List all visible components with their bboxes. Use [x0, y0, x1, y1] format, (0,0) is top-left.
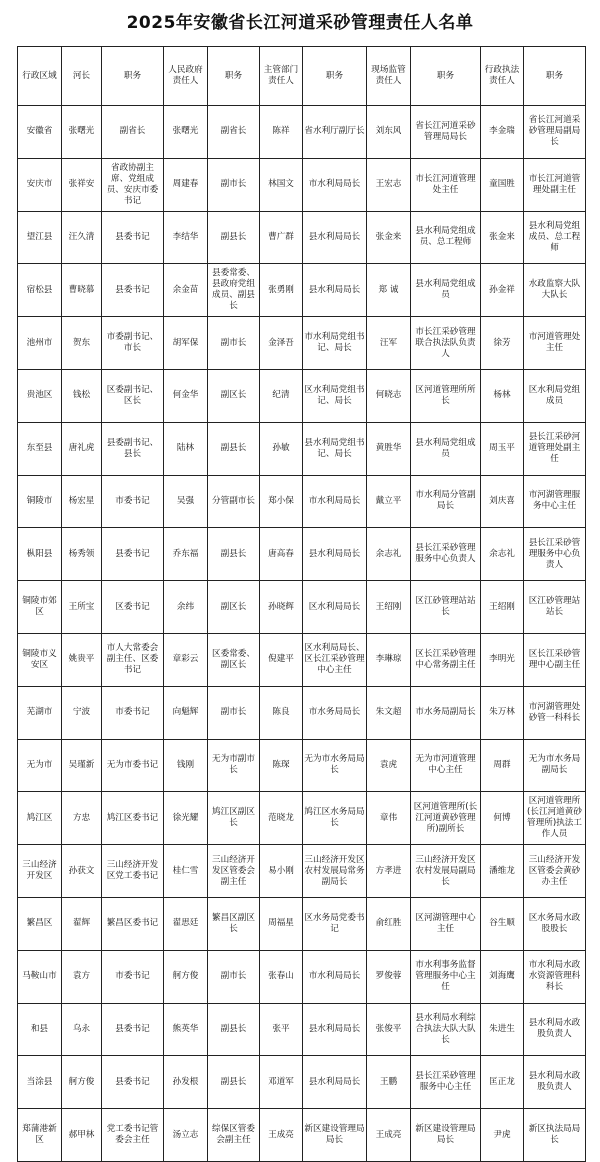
table-cell: 副省长	[208, 106, 260, 159]
table-cell: 徐芳	[481, 317, 524, 370]
table-cell: 鸠江区水务局局长	[303, 792, 367, 845]
table-row	[18, 792, 586, 845]
table-cell: 郝甲林	[62, 1109, 102, 1162]
table-cell: 和县	[18, 1003, 62, 1056]
column-header: 职务	[411, 47, 481, 106]
table-cell: 范晓龙	[260, 792, 303, 845]
table-cell: 张祥安	[62, 158, 102, 211]
table-cell: 县水利局党组成员	[411, 264, 481, 317]
table-cell: 潘维龙	[481, 845, 524, 898]
table-cell: 池州市	[18, 317, 62, 370]
table-cell: 副县长	[208, 422, 260, 475]
table-row	[18, 317, 586, 370]
table-cell: 分管副市长	[208, 475, 260, 528]
table-row	[18, 475, 586, 528]
table-cell: 三山经济开发区管委会黄砂办主任	[524, 845, 586, 898]
table-cell: 当涂县	[18, 1056, 62, 1109]
table-cell: 安庆市	[18, 158, 62, 211]
table-cell: 新区执法局局长	[524, 1109, 586, 1162]
table-cell: 县长江采砂管理服务中心负责人	[524, 528, 586, 581]
table-cell: 姚贵平	[62, 633, 102, 686]
table-cell: 三山经济开发区农村发展局副局长	[411, 845, 481, 898]
table-cell: 俞红胜	[367, 897, 411, 950]
table-cell: 曹晓慕	[62, 264, 102, 317]
table-row	[18, 369, 586, 422]
table-cell: 市水务局局长	[303, 686, 367, 739]
column-header: 人民政府责任人	[164, 47, 208, 106]
table-row	[18, 897, 586, 950]
table-cell: 戴立平	[367, 475, 411, 528]
table-cell: 繁昌区	[18, 897, 62, 950]
table-cell: 县委书记	[102, 1056, 164, 1109]
table-cell: 县水利局局长	[303, 211, 367, 264]
table-cell: 县长江采砂河道管理处副主任	[524, 422, 586, 475]
table-cell: 徐光耀	[164, 792, 208, 845]
table-cell: 县长江采砂管理服务中心负责人	[411, 528, 481, 581]
column-header: 职务	[524, 47, 586, 106]
table-cell: 汤立志	[164, 1109, 208, 1162]
table-cell: 王所宝	[62, 581, 102, 634]
table-cell: 副区长	[208, 369, 260, 422]
document-title: 2025年安徽省长江河道采砂管理责任人名单	[126, 13, 474, 33]
table-cell: 钱刚	[164, 739, 208, 792]
table-cell: 熊英华	[164, 1003, 208, 1056]
table-cell: 市水利局水政水资源管理科科长	[524, 950, 586, 1003]
table-cell: 余志礼	[481, 528, 524, 581]
table-cell: 孙晓辉	[260, 581, 303, 634]
table-cell: 刘东风	[367, 106, 411, 159]
table-cell: 金泽吾	[260, 317, 303, 370]
table-cell: 邓道军	[260, 1056, 303, 1109]
table-cell: 区河湖管理中心主任	[411, 897, 481, 950]
table-cell: 匡正龙	[481, 1056, 524, 1109]
table-cell: 何金华	[164, 369, 208, 422]
column-header: 职务	[102, 47, 164, 106]
table-cell: 方忠	[62, 792, 102, 845]
table-cell: 王绍刚	[481, 581, 524, 634]
table-cell: 区委常委、副区长	[208, 633, 260, 686]
table-cell: 孙获文	[62, 845, 102, 898]
table-row	[18, 1056, 586, 1109]
table-cell: 吴强	[164, 475, 208, 528]
table-cell: 向魁辉	[164, 686, 208, 739]
table-cell: 吴瑾新	[62, 739, 102, 792]
table-cell: 省长江河道采砂管理局副局长	[524, 106, 586, 159]
table-cell: 区委副书记、区长	[102, 369, 164, 422]
table-cell: 县水利局水利综合执法大队大队长	[411, 1003, 481, 1056]
table-cell: 芜湖市	[18, 686, 62, 739]
table-cell: 无为市	[18, 739, 62, 792]
table-cell: 县水利局党组成员、总工程师	[411, 211, 481, 264]
table-cell: 郑 诚	[367, 264, 411, 317]
table-cell: 唐高春	[260, 528, 303, 581]
table-cell: 朱进生	[481, 1003, 524, 1056]
table-cell: 陈琛	[260, 739, 303, 792]
table-cell: 周玉平	[481, 422, 524, 475]
table-cell: 尹虎	[481, 1109, 524, 1162]
table-cell: 新区建设管理局局长	[411, 1109, 481, 1162]
table-cell: 张俊平	[367, 1003, 411, 1056]
table-cell: 县水利局水政股负责人	[524, 1056, 586, 1109]
table-cell: 杨林	[481, 369, 524, 422]
table-cell: 汪久清	[62, 211, 102, 264]
table-cell: 市长江河道管理处主任	[411, 158, 481, 211]
table-cell: 乌永	[62, 1003, 102, 1056]
table-cell: 市委书记	[102, 950, 164, 1003]
table-cell: 周建春	[164, 158, 208, 211]
table-row	[18, 845, 586, 898]
table-cell: 市河湖管理处砂管一科科长	[524, 686, 586, 739]
table-cell: 县水利局党组成员	[411, 422, 481, 475]
table-cell: 陈良	[260, 686, 303, 739]
table-cell: 孙敏	[260, 422, 303, 475]
table-cell: 副市长	[208, 317, 260, 370]
table-cell: 市委书记	[102, 686, 164, 739]
table-cell: 党工委书记管委会主任	[102, 1109, 164, 1162]
table-cell: 罗俊蓉	[367, 950, 411, 1003]
table-cell: 三山经济开发区农村发展局常务副局长	[303, 845, 367, 898]
table-cell: 县水利局局长	[303, 528, 367, 581]
table-cell: 陆林	[164, 422, 208, 475]
table-cell: 曹广群	[260, 211, 303, 264]
table-cell: 副省长	[102, 106, 164, 159]
table-cell: 孙金祥	[481, 264, 524, 317]
table-row	[18, 158, 586, 211]
table-cell: 贵池区	[18, 369, 62, 422]
table-row	[18, 264, 586, 317]
table-row	[18, 211, 586, 264]
table-cell: 省水利厅副厅长	[303, 106, 367, 159]
table-cell: 刘海鹰	[481, 950, 524, 1003]
column-header: 职务	[208, 47, 260, 106]
table-cell: 章彩云	[164, 633, 208, 686]
table-cell: 黄胜华	[367, 422, 411, 475]
table-cell: 朱文超	[367, 686, 411, 739]
table-row	[18, 422, 586, 475]
table-row	[18, 739, 586, 792]
table-cell: 刘庆喜	[481, 475, 524, 528]
table-cell: 市水利局党组书记、局长	[303, 317, 367, 370]
table-cell: 章伟	[367, 792, 411, 845]
table-cell: 副县长	[208, 528, 260, 581]
table-cell: 乔东福	[164, 528, 208, 581]
table-cell: 新区建设管理局局长	[303, 1109, 367, 1162]
table-cell: 唐礼虎	[62, 422, 102, 475]
table-cell: 繁昌区委书记	[102, 897, 164, 950]
table-cell: 何晓志	[367, 369, 411, 422]
table-cell: 区水利局局长	[303, 581, 367, 634]
table-cell: 铜陵市郊区	[18, 581, 62, 634]
table-cell: 张金来	[481, 211, 524, 264]
table-cell: 王成亮	[367, 1109, 411, 1162]
table-cell: 县水利局水政股负责人	[524, 1003, 586, 1056]
table-cell: 袁虎	[367, 739, 411, 792]
table-cell: 王绍刚	[367, 581, 411, 634]
table-cell: 马鞍山市	[18, 950, 62, 1003]
table-cell: 县委常委、县政府党组成员、副县长	[208, 264, 260, 317]
table-cell: 翟思廷	[164, 897, 208, 950]
table-cell: 市水利局局长	[303, 158, 367, 211]
table-cell: 林国文	[260, 158, 303, 211]
table-cell: 李金瑞	[481, 106, 524, 159]
table-cell: 望江县	[18, 211, 62, 264]
table-cell: 胡军保	[164, 317, 208, 370]
table-cell: 鸠江区委书记	[102, 792, 164, 845]
table-cell: 李结华	[164, 211, 208, 264]
table-cell: 区江砂管理站站长	[524, 581, 586, 634]
table-cell: 区长江采砂管理中心副主任	[524, 633, 586, 686]
responsibility-table	[17, 46, 586, 1162]
table-cell: 区河道管理所(长江河道黄砂管理所)执法工作人员	[524, 792, 586, 845]
table-cell: 区委书记	[102, 581, 164, 634]
column-header: 行政区域	[18, 47, 62, 106]
table-cell: 张春山	[260, 950, 303, 1003]
table-cell: 区水务局党委书记	[303, 897, 367, 950]
table-cell: 桂仁雪	[164, 845, 208, 898]
table-cell: 余纬	[164, 581, 208, 634]
table-cell: 宁波	[62, 686, 102, 739]
table-cell: 副市长	[208, 158, 260, 211]
column-header: 职务	[303, 47, 367, 106]
column-header: 主管部门责任人	[260, 47, 303, 106]
table-cell: 县水利局党组书记、局长	[303, 422, 367, 475]
table-cell: 三山经济开发区管委会副主任	[208, 845, 260, 898]
table-cell: 县水利局局长	[303, 264, 367, 317]
table-cell: 方孝进	[367, 845, 411, 898]
table-row	[18, 686, 586, 739]
column-header: 现场监管责任人	[367, 47, 411, 106]
table-row	[18, 633, 586, 686]
table-row	[18, 1109, 586, 1162]
table-cell: 舸方俊	[62, 1056, 102, 1109]
table-row	[18, 581, 586, 634]
table-cell: 张平	[260, 1003, 303, 1056]
table-cell: 周群	[481, 739, 524, 792]
table-cell: 无为市河道管理中心主任	[411, 739, 481, 792]
table-cell: 区水利局党组成员	[524, 369, 586, 422]
table-cell: 鸠江区副区长	[208, 792, 260, 845]
table-cell: 三山经济开发区党工委书记	[102, 845, 164, 898]
table-cell: 陈祥	[260, 106, 303, 159]
table-cell: 汪军	[367, 317, 411, 370]
table-cell: 郑小保	[260, 475, 303, 528]
table-cell: 枞阳县	[18, 528, 62, 581]
table-cell: 市河道管理处主任	[524, 317, 586, 370]
table-cell: 副县长	[208, 1056, 260, 1109]
table-cell: 何博	[481, 792, 524, 845]
table-cell: 谷生顺	[481, 897, 524, 950]
table-cell: 张曙光	[62, 106, 102, 159]
table-cell: 县水利局党组成员、总工程师	[524, 211, 586, 264]
table-row	[18, 528, 586, 581]
table-cell: 铜陵市义安区	[18, 633, 62, 686]
table-cell: 区水利局局长、区长江采砂管理中心主任	[303, 633, 367, 686]
table-header-row	[18, 47, 586, 106]
table-cell: 张勇刚	[260, 264, 303, 317]
table-cell: 三山经济开发区	[18, 845, 62, 898]
table-cell: 市水务局副局长	[411, 686, 481, 739]
table-cell: 李明光	[481, 633, 524, 686]
table-cell: 县委书记	[102, 1003, 164, 1056]
table-cell: 区水务局水政股股长	[524, 897, 586, 950]
table-cell: 综保区管委会副主任	[208, 1109, 260, 1162]
table-cell: 舸方俊	[164, 950, 208, 1003]
table-cell: 省长江河道采砂管理局局长	[411, 106, 481, 159]
table-cell: 童国胜	[481, 158, 524, 211]
table-cell: 无为市水务局局长	[303, 739, 367, 792]
table-cell: 县委副书记、县长	[102, 422, 164, 475]
table-cell: 安徽省	[18, 106, 62, 159]
table-cell: 市水利局分管副局长	[411, 475, 481, 528]
table-cell: 县委书记	[102, 211, 164, 264]
table-row	[18, 106, 586, 159]
table-cell: 副市长	[208, 950, 260, 1003]
table-cell: 市委副书记、市长	[102, 317, 164, 370]
table-cell: 县委书记	[102, 264, 164, 317]
table-cell: 宿松县	[18, 264, 62, 317]
table-cell: 张金来	[367, 211, 411, 264]
table-cell: 市委书记	[102, 475, 164, 528]
table-cell: 市长江河道管理处副主任	[524, 158, 586, 211]
table-cell: 张曙光	[164, 106, 208, 159]
table-cell: 鸠江区	[18, 792, 62, 845]
table-cell: 无为市水务局副局长	[524, 739, 586, 792]
table-cell: 市水利局局长	[303, 950, 367, 1003]
table-cell: 杨秀领	[62, 528, 102, 581]
table-cell: 副县长	[208, 1003, 260, 1056]
table-cell: 副区长	[208, 581, 260, 634]
table-cell: 市水利局局长	[303, 475, 367, 528]
table-cell: 王成亮	[260, 1109, 303, 1162]
table-cell: 区河道管理所(长江河道黄砂管理所)副所长	[411, 792, 481, 845]
table-cell: 贺东	[62, 317, 102, 370]
table-cell: 区江砂管理站站长	[411, 581, 481, 634]
table-cell: 铜陵市	[18, 475, 62, 528]
table-cell: 区长江采砂管理中心常务副主任	[411, 633, 481, 686]
table-cell: 孙发根	[164, 1056, 208, 1109]
table-cell: 水政监察大队大队长	[524, 264, 586, 317]
table-cell: 副市长	[208, 686, 260, 739]
column-header: 行政执法责任人	[481, 47, 524, 106]
table-cell: 纪清	[260, 369, 303, 422]
table-cell: 易小刚	[260, 845, 303, 898]
table-body	[18, 106, 586, 1162]
table-cell: 市水利事务监督管理服务中心主任	[411, 950, 481, 1003]
table-cell: 李琳琼	[367, 633, 411, 686]
table-cell: 朱万林	[481, 686, 524, 739]
table-cell: 王鹏	[367, 1056, 411, 1109]
table-cell: 省政协副主席、党组成员、安庆市委书记	[102, 158, 164, 211]
table-cell: 郑蒲港新区	[18, 1109, 62, 1162]
table-cell: 区水利局党组书记、局长	[303, 369, 367, 422]
table-cell: 无为市委书记	[102, 739, 164, 792]
table-cell: 翟辉	[62, 897, 102, 950]
table-cell: 袁方	[62, 950, 102, 1003]
table-cell: 余金苗	[164, 264, 208, 317]
column-header: 河长	[62, 47, 102, 106]
table-cell: 市河湖管理服务中心主任	[524, 475, 586, 528]
table-cell: 区河道管理所所长	[411, 369, 481, 422]
table-cell: 繁昌区副区长	[208, 897, 260, 950]
table-cell: 无为市副市长	[208, 739, 260, 792]
table-cell: 余志礼	[367, 528, 411, 581]
table-cell: 副县长	[208, 211, 260, 264]
table-cell: 县水利局局长	[303, 1003, 367, 1056]
table-row	[18, 1003, 586, 1056]
table-cell: 市长江采砂管理联合执法队负责人	[411, 317, 481, 370]
table-cell: 倪建平	[260, 633, 303, 686]
table-cell: 周福星	[260, 897, 303, 950]
table-cell: 县委书记	[102, 528, 164, 581]
table-cell: 钱松	[62, 369, 102, 422]
table-cell: 县水利局局长	[303, 1056, 367, 1109]
table-row	[18, 950, 586, 1003]
table-cell: 王宏志	[367, 158, 411, 211]
table-cell: 县长江采砂管理服务中心主任	[411, 1056, 481, 1109]
table-cell: 市人大常委会副主任、区委书记	[102, 633, 164, 686]
table-cell: 杨宏星	[62, 475, 102, 528]
table-cell: 东至县	[18, 422, 62, 475]
